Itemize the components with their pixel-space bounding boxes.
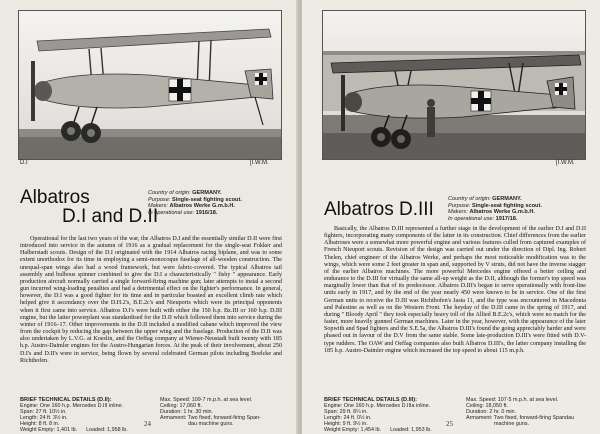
page-number: 24 [144, 420, 151, 428]
weight-empty: Weight Empty: 1,454 lb. [324, 426, 382, 433]
weight-loaded: Loaded: 1,953 lb. [390, 426, 432, 433]
origin-info [148, 190, 242, 216]
article-body [324, 226, 586, 355]
tech-heading: BRIEF TECHNICAL DETAILS (D.II): [20, 397, 112, 403]
body-paragraph: Basically, the Albatros D.III represented a further stage in the development of the earlier D.I and D.II fighters, incorporating many components of the latter in its construction. Chief differences from the earlier Albatroses were a somewhat more powerful engine and various features culled from captured examples of French Nieuport scouts. Revision of the design was carried out under the direction of Dipl. Ing. Robert Thelen, chief engineer of the Albatros Werke, and perhaps the most noticeable modification was to the wings, which were some 2 feet greater in span and, supported by V struts, did not have the inverse stagger of the earlier Albatros machines. The more powerful Mercedes engine offered a better ceiling and endurance to the D.III for virtually the same all-up weight as the D.II, although the former's top speed was marginally lower than that of its predecessor. Albatros D.III's began to serve operationally with front-line units early in 1917, and by the end of the year nearly 450 were known to be in service. One of the first German units to receive the D.III was Richthofen's Jasta 11, and the type was encountered in Macedonia and Palestine as well as on the Western Front. The heyday of the D.III came in the spring of 1917, and during " Bloody April " they took especially heavy toll of the Allied B.E.2c's, which were no match for the faster, more heavily gunned German machines. Later in the year, however, with the appearance of the later Sopwith and Spad fighters and the S.E.5a, the Albatros D.III's found the going appreciably harder and were phased out in favour of the D.V from the same stable. Some late-production D.III's were fitted with D.V-type rudders. The OAW and Oeffag companies also built Albatros D.III's, the latter company installing the 185 h.p. Austro-Daimler engine which increased the top speed to about 115 m.p.h. [324, 226, 586, 354]
makers-value: Albatros Werke G.m.b.H. [169, 203, 235, 210]
page-title-line1: Albatros [20, 187, 90, 208]
tech-ceiling: Ceiling: 18,050 ft. [466, 402, 508, 409]
biplane-photo-d3 [323, 11, 585, 159]
service-label: In operational use: [448, 215, 495, 222]
photo-credit: [I.W.M. [250, 160, 269, 166]
tech-length: Length: 24 ft. 3½ in. [20, 414, 68, 421]
body-paragraph: Operational for the last two years of the war, the Albatros D.I and the essentially similar D.II were first introduced into service in the autumn of 1916 as a gradual replacement for the single-seat Fokker and Halberstadt scouts. Design of the D.I originated with the 1914 Albatros racing biplane, and was to some extent unorthodox for its time in employing a semi-monocoque fuselage of all-wooden construction. The unequal-span wings also had a wood framework, but were fabric-covered. The typical Albatros tail assembly and bulbous spinner combined to give the D.I a characteristically " fishy " appearance. Early production aircraft normally carried a single forward-firing machine gun; later attempts to instal a second gun incurred wing-loading penalties and had a detrimental effect on the fighter's performance. In general, however, the D.I was a good fighter for its time and in particular boasted an excellent climb rate which helped give it ascendancy over the D.H.2's, B.E.2c's and Nieuports which were its principal opponents when it first came into service. Albatros D.I's were built with either the 150 h.p. Bz.III or 160 h.p. D.III engine, but the latter powerplant was standardised for the D.II which followed them into service during the winter of 1916–17. Other improvements in the D.II included a modified cabane which improved the view from the cockpit by reducing the gap between the upper wing and the fuselage. Production of the D.II was also undertaken by L.V.G. at Koeslin, and the Oeffag company at Wiener-Neustadt built twenty with 185 h.p. Austro-Daimler engines for the Austro-Hungarian forces. At the peak of their involvement, about 250 D.I's and D.II's were in service, being flown by several celebrated German pilots including Boelcke and Richthofen. [20, 236, 282, 364]
origin-info [448, 196, 542, 222]
page-number: 25 [446, 420, 453, 428]
tech-engine: Engine: One 160 h.p. Mercedes D.III inline. [20, 402, 124, 409]
tech-heading: BRIEF TECHNICAL DETAILS (D.III): [324, 397, 418, 403]
tech-length: Length: 24 ft. 0½ in. [324, 414, 372, 421]
service-value: 1916/18. [195, 209, 218, 216]
page-title-line2: D.I and D.II [62, 206, 159, 227]
tech-weight-empty [324, 428, 432, 434]
country-value: GERMANY. [492, 196, 522, 202]
makers-label: Makers: [148, 203, 168, 210]
albatros-d1-photo [18, 10, 282, 160]
purpose-value: Single-seat fighting scout. [471, 202, 542, 209]
photo-caption-type: D.I [20, 160, 28, 166]
tech-details-right-col [160, 398, 261, 428]
makers-value: Albatros Werke G.m.b.H. [469, 209, 535, 216]
makers-label: Makers: [448, 209, 468, 216]
tech-ceiling: Ceiling: 17,060 ft. [160, 402, 202, 409]
page-title: Albatros D.III [324, 199, 434, 220]
tech-span: Span: 29 ft. 8¼ in. [324, 408, 368, 415]
tech-height: Height: 9 ft. 9½ in. [324, 420, 368, 427]
weight-empty: Weight Empty: 1,401 lb. [20, 426, 78, 433]
right-page [302, 0, 600, 434]
tech-details-left-col [20, 398, 128, 433]
country-value: GERMANY. [192, 190, 222, 196]
tech-armament-2: dau machine guns. [188, 420, 234, 427]
tech-details-right-col [466, 398, 574, 428]
weight-loaded: Loaded: 1,958 lb. [86, 426, 128, 433]
tech-endurance: Duration: 2 hr. 0 min. [466, 408, 517, 415]
tech-armament-1: Armament: Two fixed, forward-firing Spandau [466, 414, 575, 421]
tech-span: Span: 27 ft. 10½ in. [20, 408, 67, 415]
service-label: In operational use: [148, 209, 195, 216]
service-value: 1917/18. [495, 215, 518, 222]
tech-engine: Engine: One 160 h.p. Mercedes D.IIIa inline. [324, 402, 431, 409]
article-body [20, 236, 282, 365]
left-page [0, 0, 298, 434]
purpose-value: Single-seat fighting scout. [171, 196, 242, 203]
tech-endurance: Duration: 1 hr. 30 min. [160, 408, 214, 415]
country-label: Country of origin: [148, 190, 191, 196]
tech-height: Height: 8 ft. 8 in. [20, 420, 60, 427]
tech-armament-1: Armament: Two fixed, forward-firing Span- [160, 414, 261, 421]
biplane-photo-d1 [19, 11, 281, 159]
tech-armament-2: machine guns. [494, 420, 530, 427]
albatros-d3-photo [322, 10, 586, 160]
tech-max-speed: Max. Speed: 107·5 m.p.h. at sea level. [466, 397, 559, 403]
purpose-label: Purpose: [448, 202, 471, 209]
tech-max-speed: Max. Speed: 109·7 m.p.h. at sea level. [160, 397, 253, 403]
photo-credit: [I.W.M. [556, 160, 575, 166]
tech-details-left-col [324, 398, 432, 433]
purpose-label: Purpose: [148, 196, 171, 203]
country-label: Country of origin: [448, 196, 491, 202]
tech-weight-empty [20, 428, 128, 434]
